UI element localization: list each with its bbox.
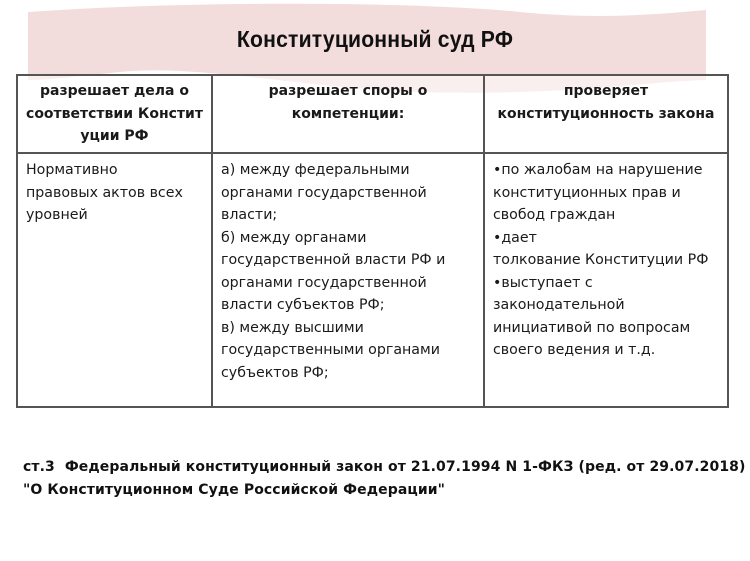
cell-line: своего ведения и т.д. (493, 342, 656, 358)
header-cell-competence-disputes (212, 75, 484, 153)
cell-line: •дает (493, 229, 537, 246)
header-line: уции РФ (80, 128, 149, 144)
cell-line: государственными органами (221, 342, 440, 358)
header-cell-law-check (484, 75, 728, 153)
header-line: проверяет (563, 83, 649, 99)
cell-line: •выступает с (493, 274, 593, 291)
cell-law-check-details (484, 153, 728, 407)
table-header-row (17, 75, 728, 153)
cell-line: государственной власти РФ и (221, 252, 446, 268)
header-line: компетенции: (291, 105, 405, 122)
cell-line: б) между органами (221, 229, 367, 246)
cell-line: уровней (26, 207, 88, 223)
cell-line: Нормативно (26, 162, 118, 178)
cell-normative-acts (17, 153, 212, 407)
header-line: конституционность закона (497, 105, 715, 122)
cell-line: инициативой по вопросам (493, 319, 691, 336)
cell-line: а) между федеральными (221, 162, 410, 178)
cell-line: власти; (221, 207, 278, 223)
header-line: разрешает дела о (40, 83, 189, 99)
cell-disputes-list (212, 153, 484, 407)
cell-line: органами государственной (221, 274, 427, 291)
cell-line: субъектов РФ; (221, 364, 329, 381)
cell-line: власти субъектов РФ; (221, 297, 385, 313)
cell-line: в) между высшими (221, 319, 364, 336)
law-reference-line-1: ст.3 Федеральный конституционный закон от 21.07.1994 N 1-ФКЗ (ред. от 29.07.2018) (23, 459, 746, 475)
law-reference (23, 456, 746, 502)
law-reference-line-2: "О Конституционном Суде Российской Федерации" (23, 482, 446, 498)
header-line: разрешает споры о (268, 83, 428, 99)
cell-line: толкование Конституции РФ (493, 252, 709, 268)
cell-line: •по жалобам на нарушение (493, 162, 703, 178)
cell-line: правовых актов всех (26, 184, 183, 201)
cell-line: конституционных прав и (493, 184, 681, 201)
cell-line: свобод граждан (493, 207, 616, 223)
competence-table (16, 74, 729, 408)
header-cell-constitutionality-cases (17, 75, 212, 153)
table-row (17, 153, 728, 407)
page-title: Конституционный суд РФ (236, 26, 514, 52)
header-line: соответствии Констит (26, 105, 203, 122)
cell-line: законодательной (493, 297, 625, 313)
cell-line: органами государственной (221, 184, 427, 201)
